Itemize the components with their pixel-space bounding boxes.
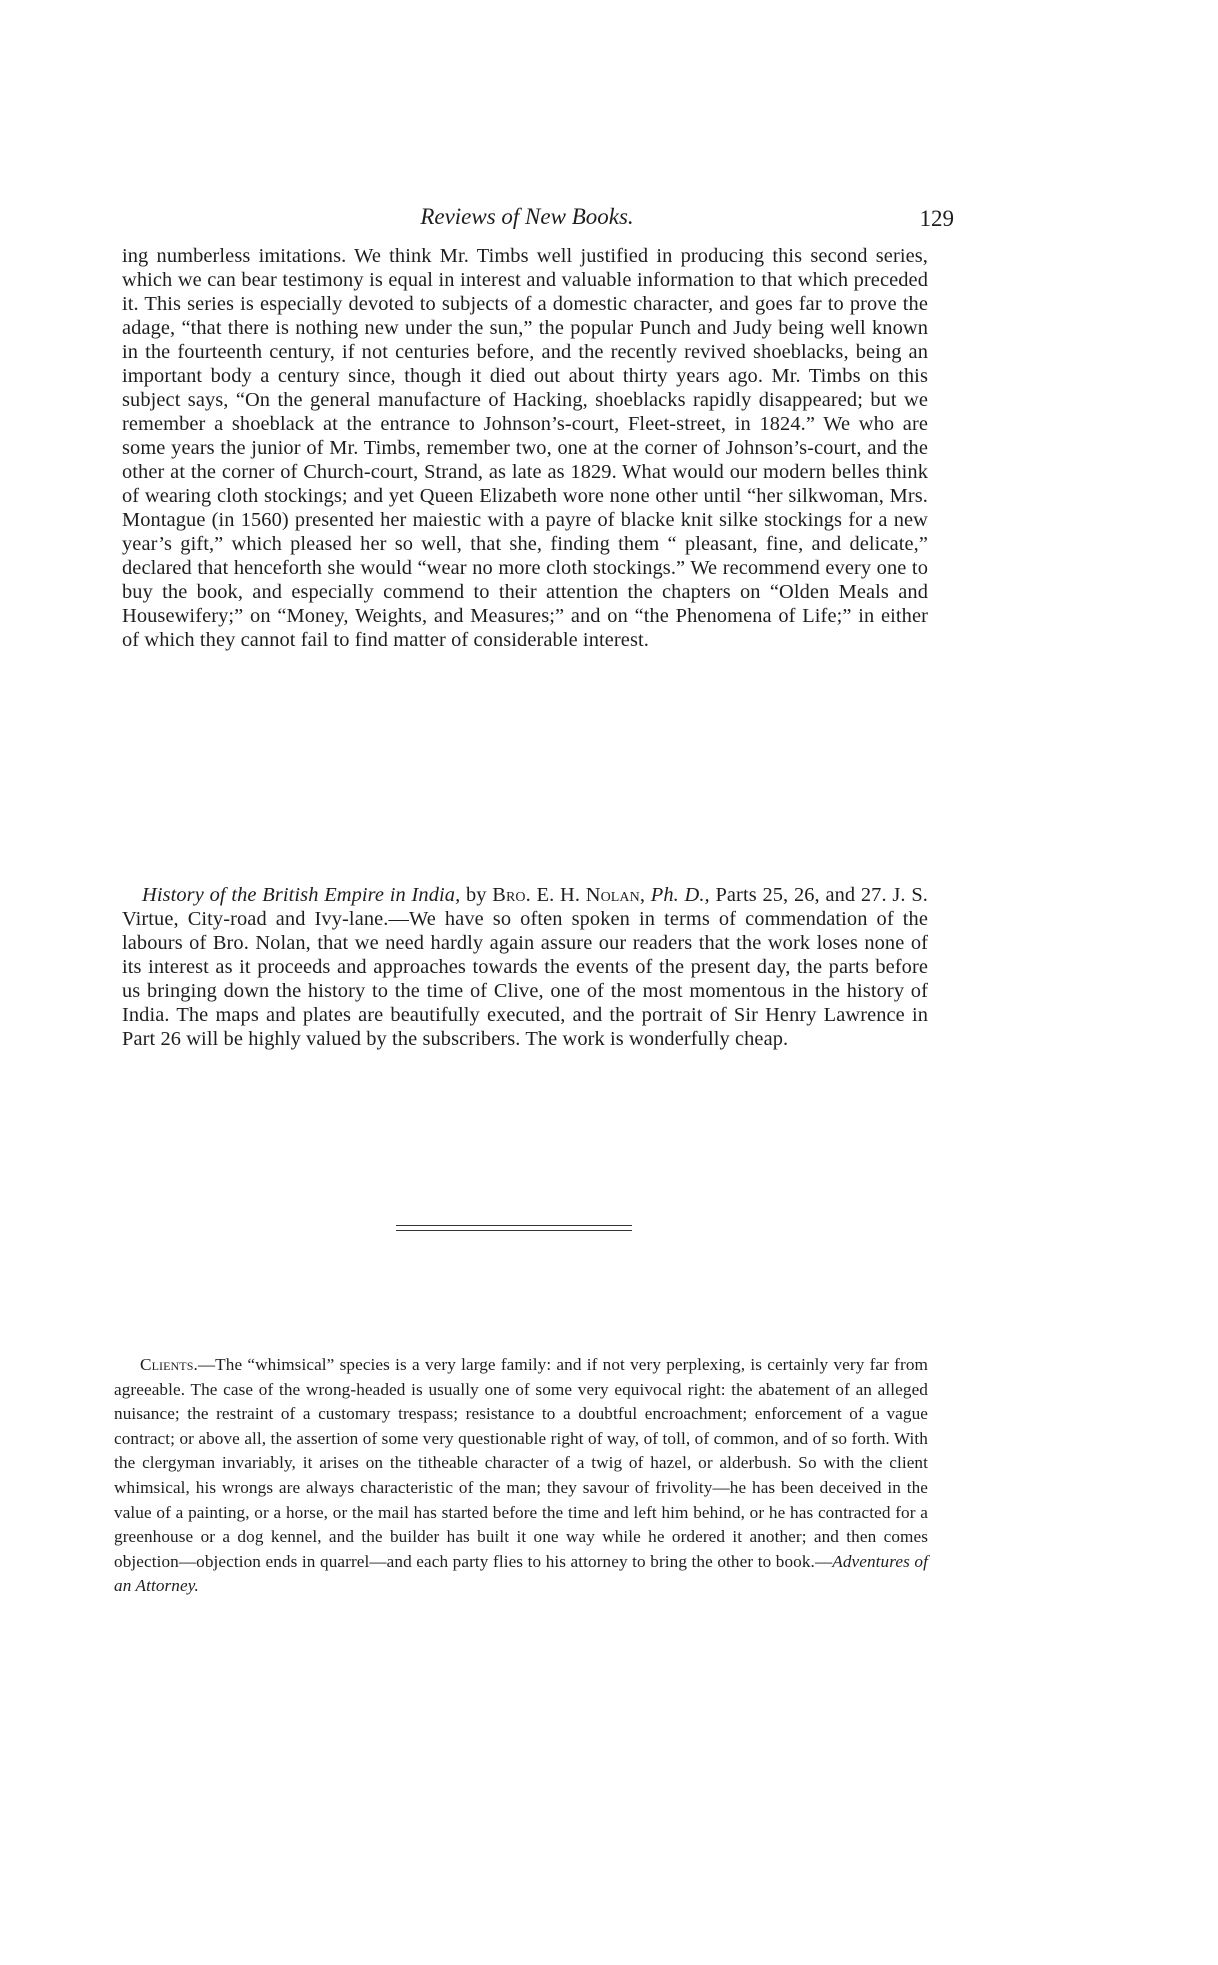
author-degree: Ph. D., [645,884,710,906]
running-head [122,204,954,234]
review-nolan-paragraph [122,883,928,1051]
author-name: Bro. E. H. Nolan, [492,884,646,906]
section-divider-top [396,1225,632,1226]
book-title: History of the British Empire in India, [142,884,461,906]
page-number: 129 [919,206,954,231]
clients-text: —The “whimsical” species is a very large family: and if not very perplexing, is certainly very far from agreeable. The case of the wrong-headed is usually one of some very equivocal right: the abatement of an alleged nuisance; the restraint of a customary trespass; resistance to a doubtful encroachment; enforcement of a vague contract; or above all, the assertion of some very questionable right of way, of toll, of common, and of so forth. With the clergyman invariably, it arises on the titheable character of a twig of hazel, or alderbush. So with the client whimsical, his wrongs are always characteristic of the man; they savour of frivolity—he has been deceived in the value of a painting, or a horse, or the mail has started before the time and left him behind, or he has contracted for a greenhouse or a dog kennel, and the builder has built it one way while he ordered it another; and then comes objection—objection ends in quarrel—and each party flies to his attorney to bring the other to book.— [114,1355,928,1571]
clients-source: Adventures of an Attorney. [114,1551,928,1596]
running-title: Reviews of New Books. [420,204,634,229]
clients-lead: Clients. [140,1355,198,1374]
review-nolan-text: Parts 25, 26, and 27. J. S. Virtue, City-road and Ivy-lane.—We have so often spoken in terms of commendation of the labours of Bro. Nolan, that we need hardly again assure our readers that the work loses none of its interest as it proceeds and approaches towards the events of the present day, the parts before us bringing down the history to the time of Clive, one of the most momentous in the history of India. The maps and plates are beautifully executed, and the portrait of Sir Henry Lawrence in Part 26 will be highly valued by the subscribers. The work is wonderfully cheap. [122,884,928,1050]
section-divider-bottom [396,1230,632,1231]
clients-paragraph [114,1353,928,1599]
review-timbs-paragraph: ing numberless imitations. We think Mr. Timbs well justified in producing this second series, which we can bear testimony is equal in interest and valuable information to that which preceded it. This series is especially devoted to subjects of a domestic character, and goes far to prove the adage, “that there is nothing new under the sun,” the popular Punch and Judy being well known in the fourteenth century, if not centuries before, and the recently revived shoeblacks, being an important body a century since, though it died out about thirty years ago. Mr. Timbs on this subject says, “On the general manufacture of Hacking, shoeblacks rapidly disappeared; but we remember a shoeblack at the entrance to Johnson’s-court, Fleet-street, in 1824.” We who are some years the junior of Mr. Timbs, remember two, one at the corner of Johnson’s-court, and the other at the corner of Church-court, Strand, as late as 1829. What would our modern belles think of wearing cloth stockings; and yet Queen Elizabeth wore none other until “her silkwoman, Mrs. Montague (in 1560) presented her maiestic with a payre of blacke knit silke stockings for a new year’s gift,” which pleased her so well, that she, finding them “ pleasant, fine, and delicate,” declared that henceforth she would “wear no more cloth stockings.” We recommend every one to buy the book, and especially commend to their attention the chapters on “Olden Meals and Housewifery;” on “Money, Weights, and Measures;” and on “the Phenomena of Life;” in either of which they cannot fail to find matter of considerable interest. [122,245,928,651]
by-word: by [460,884,493,906]
